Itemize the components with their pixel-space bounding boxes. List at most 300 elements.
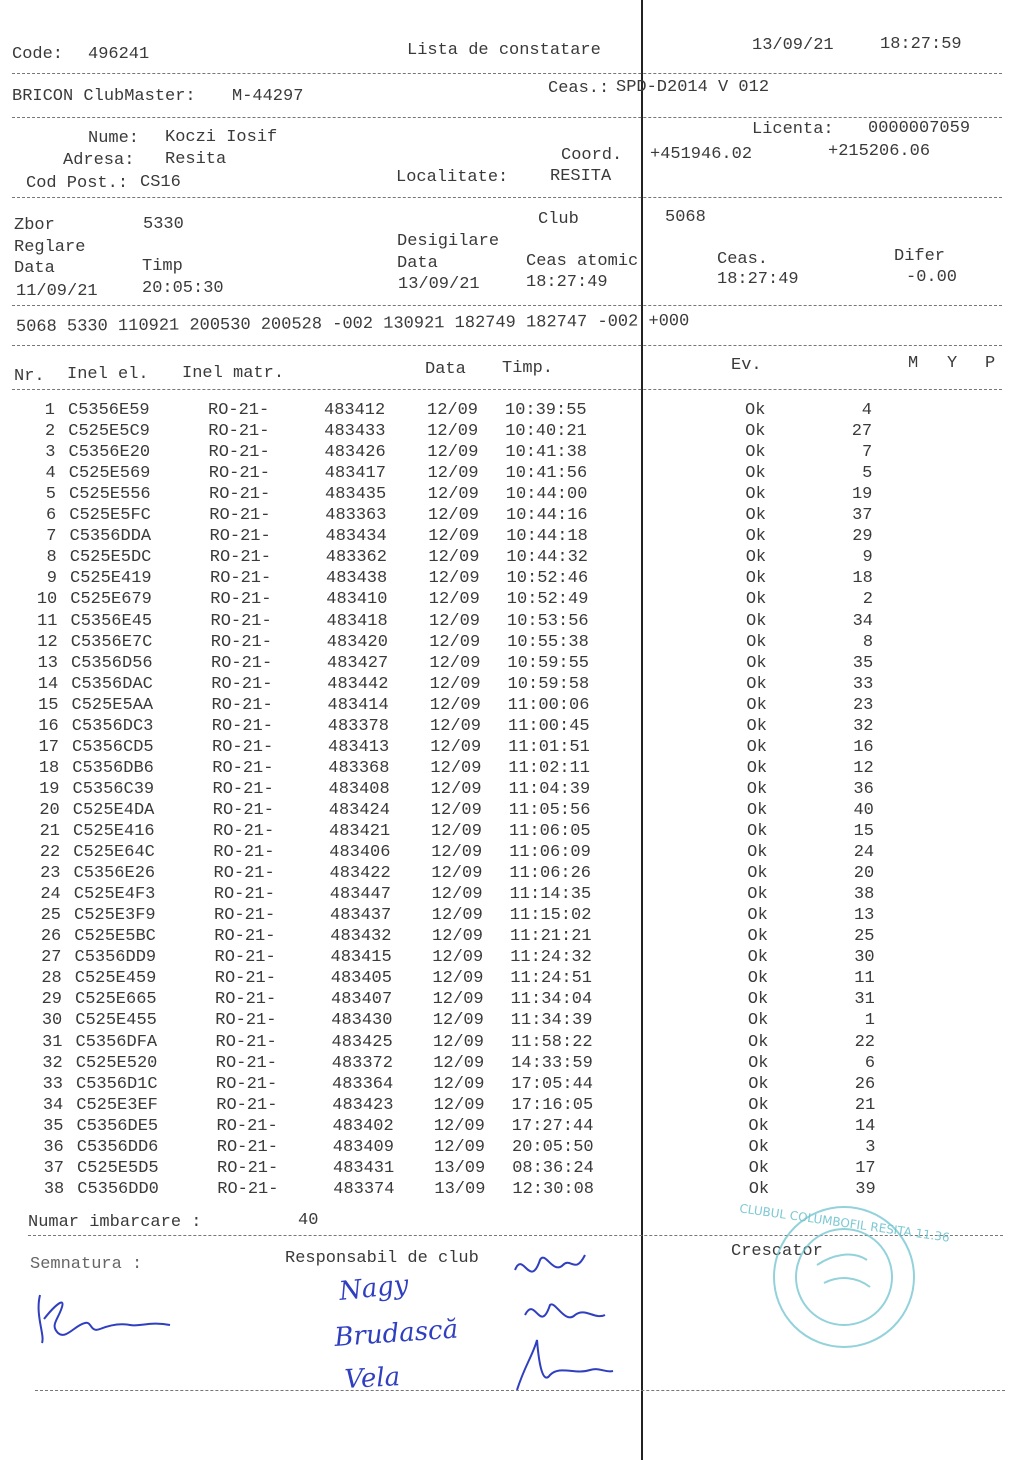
- divider: [35, 1390, 1005, 1391]
- ring-number: 483431: [333, 1158, 395, 1178]
- row-number: 24: [40, 885, 61, 905]
- row-number: 20: [39, 800, 60, 820]
- mark-value: 14: [854, 1116, 876, 1136]
- event-status: Ok: [745, 590, 767, 610]
- difer-label: Difer: [894, 247, 946, 266]
- ring-prefix: RO-21-: [214, 948, 276, 968]
- row-number: 5: [45, 485, 56, 505]
- club-value: 5068: [665, 208, 706, 227]
- event-status: Ok: [746, 653, 767, 673]
- event-status: Ok: [745, 527, 766, 547]
- event-status: Ok: [746, 758, 768, 778]
- mark-value: 37: [852, 506, 873, 526]
- atomic-time: 18:27:49: [526, 273, 608, 292]
- club-responsible-label: Responsabil de club: [285, 1249, 479, 1268]
- reg-time: 20:05:30: [142, 279, 224, 298]
- row-number: 28: [41, 969, 62, 989]
- table-row: [0, 759, 1000, 780]
- table-row: [0, 422, 1000, 443]
- mark-value: 1: [864, 1011, 875, 1031]
- ring-number: 483402: [332, 1116, 394, 1136]
- ring-number: 483408: [328, 779, 390, 799]
- data-label: Data: [14, 259, 55, 278]
- table-row: [0, 612, 1000, 633]
- table-row: [0, 527, 1000, 548]
- mark-value: 24: [853, 843, 875, 863]
- divider: [12, 305, 1002, 306]
- electronic-ring: C525E416: [73, 822, 155, 841]
- ring-prefix: RO-21-: [214, 969, 276, 989]
- electronic-ring: C525E3F9: [74, 906, 156, 926]
- mark-value: 33: [852, 674, 874, 694]
- row-number: 31: [42, 1032, 63, 1052]
- row-number: 3: [45, 443, 56, 463]
- name-label: Nume:: [88, 129, 140, 148]
- mark-value: 25: [854, 927, 875, 947]
- ring-number: 483374: [333, 1179, 395, 1199]
- col-header-y: Y: [947, 354, 958, 373]
- ring-number: 483432: [330, 927, 392, 947]
- ring-number: 483426: [324, 443, 386, 463]
- table-row: [0, 1138, 1000, 1159]
- arrival-date: 12/09: [429, 632, 481, 652]
- event-status: Ok: [747, 885, 768, 905]
- arrival-date: 12/09: [430, 716, 482, 736]
- locality-label: Localitate:: [396, 168, 509, 187]
- arrival-time: 10:59:58: [507, 674, 590, 694]
- boarding-label: Numar imbarcare :: [28, 1213, 202, 1232]
- electronic-ring: C525E419: [70, 569, 152, 589]
- mark-value: 32: [853, 716, 874, 736]
- electronic-ring: C525E5C9: [68, 422, 150, 442]
- table-row: [0, 1180, 1000, 1201]
- table-row: [0, 590, 1000, 611]
- electronic-ring: C525E4F3: [73, 885, 156, 905]
- ring-number: 483378: [327, 716, 389, 736]
- ring-prefix: RO-21-: [208, 464, 270, 484]
- row-number: 17: [38, 737, 59, 757]
- row-number: 18: [38, 758, 60, 778]
- ceas-label: Ceas.: [717, 250, 769, 269]
- event-status: Ok: [748, 1179, 770, 1199]
- arrival-date: 12/09: [431, 906, 483, 926]
- electronic-ring: C525E64C: [73, 843, 155, 863]
- table-row: [0, 675, 1000, 696]
- reglare-label: Reglare: [14, 238, 86, 257]
- arrival-date: 12/09: [429, 653, 481, 673]
- arrival-time: 10:40:21: [505, 422, 587, 442]
- event-status: Ok: [748, 1158, 769, 1178]
- ring-prefix: RO-21-: [208, 401, 270, 420]
- ring-number: 483442: [327, 674, 389, 694]
- row-number: 12: [37, 632, 58, 652]
- ring-prefix: RO-21-: [209, 548, 271, 568]
- arrival-date: 12/09: [431, 864, 483, 884]
- electronic-ring: C5356E20: [68, 443, 151, 463]
- electronic-ring: C525E5BC: [74, 927, 156, 947]
- row-number: 10: [36, 590, 58, 610]
- mark-value: 11: [854, 969, 875, 989]
- table-row: [0, 485, 1000, 506]
- table-row: [0, 738, 1000, 759]
- electronic-ring: C5356D56: [71, 653, 153, 673]
- ring-number: 483363: [325, 506, 387, 526]
- mark-value: 20: [853, 864, 875, 884]
- ring-prefix: RO-21-: [213, 822, 275, 841]
- row-number: 2: [45, 422, 56, 442]
- event-status: Ok: [747, 843, 768, 863]
- arrival-time: 11:00:45: [508, 716, 590, 736]
- col-header-data: Data: [425, 360, 466, 379]
- ring-prefix: RO-21-: [211, 653, 273, 673]
- arrival-time: 11:01:51: [508, 737, 590, 757]
- arrival-time: 10:52:46: [506, 569, 589, 589]
- mark-value: 8: [862, 632, 874, 652]
- row-number: 22: [39, 843, 61, 863]
- ring-number: 483437: [330, 906, 392, 926]
- ring-prefix: RO-21-: [213, 885, 275, 905]
- event-status: Ok: [746, 737, 767, 757]
- mark-value: 38: [853, 885, 875, 905]
- table-row: [0, 780, 1000, 801]
- ring-prefix: RO-21-: [212, 737, 274, 757]
- ring-prefix: RO-21-: [212, 800, 274, 820]
- arrival-date: 12/09: [433, 1095, 485, 1115]
- handwritten-name-3: Vela: [343, 1362, 401, 1395]
- ring-prefix: RO-21-: [210, 569, 272, 589]
- arrival-time: 10:44:00: [505, 485, 588, 505]
- electronic-ring: C5356DD9: [74, 948, 157, 968]
- arrival-date: 12/09: [429, 674, 481, 694]
- arrival-time: 20:05:50: [512, 1137, 594, 1157]
- arrival-date: 12/09: [427, 464, 479, 484]
- row-number: 4: [45, 464, 56, 484]
- address-label: Adresa:: [63, 151, 135, 170]
- arrival-date: 12/09: [433, 1116, 485, 1136]
- ring-prefix: RO-21-: [214, 906, 276, 926]
- divider: [12, 345, 1002, 346]
- arrival-time: 10:41:56: [505, 464, 588, 484]
- arrival-date: 12/09: [430, 800, 482, 820]
- row-number: 14: [37, 674, 59, 694]
- mark-value: 27: [851, 422, 873, 442]
- mark-value: 12: [853, 758, 874, 778]
- difer-value: -0.00: [906, 268, 958, 287]
- mark-value: 23: [852, 695, 874, 715]
- row-number: 37: [43, 1158, 64, 1178]
- row-number: 16: [38, 716, 59, 736]
- system-label: BRICON ClubMaster:: [12, 87, 196, 106]
- arrival-date: 12/09: [432, 1011, 484, 1031]
- ring-prefix: RO-21-: [213, 843, 275, 863]
- desig-data-label: Data: [397, 254, 438, 273]
- arrival-date: 12/09: [431, 843, 483, 863]
- ring-prefix: RO-21-: [210, 632, 272, 652]
- event-status: Ok: [747, 1011, 769, 1031]
- row-number: 9: [46, 569, 57, 589]
- arrival-date: 12/09: [430, 758, 482, 778]
- divider: [12, 117, 1002, 118]
- electronic-ring: C5356E45: [70, 611, 153, 631]
- electronic-ring: C5356DFA: [75, 1032, 158, 1052]
- ring-prefix: RO-21-: [217, 1179, 279, 1199]
- arrival-time: 11:06:09: [509, 843, 591, 863]
- mark-value: 5: [862, 464, 873, 484]
- table-row: [0, 1033, 1000, 1054]
- event-status: Ok: [748, 1074, 769, 1094]
- license-value: 0000007059: [868, 119, 971, 138]
- mark-value: 6: [864, 1053, 876, 1073]
- ring-prefix: RO-21-: [215, 1032, 277, 1052]
- ring-number: 483405: [330, 969, 392, 989]
- ring-number: 483417: [324, 464, 386, 484]
- report-date: 13/09/21: [752, 36, 834, 55]
- arrival-time: 11:34:04: [510, 990, 593, 1010]
- atomic-label: Ceas atomic: [526, 252, 639, 271]
- electronic-ring: C525E556: [69, 485, 151, 505]
- electronic-ring: C525E5AA: [71, 695, 154, 715]
- ring-prefix: RO-21-: [217, 1158, 279, 1178]
- row-number: 27: [41, 948, 62, 968]
- table-row: [0, 1117, 1000, 1138]
- arrival-time: 10:41:38: [505, 443, 588, 463]
- event-status: Ok: [748, 1032, 769, 1052]
- event-status: Ok: [746, 632, 767, 652]
- arrival-date: 12/09: [427, 485, 479, 505]
- arrival-date: 12/09: [432, 990, 484, 1010]
- arrival-time: 10:52:49: [506, 590, 589, 610]
- ring-prefix: RO-21-: [209, 485, 271, 505]
- table-row: [0, 864, 1000, 885]
- name-value: Koczi Iosif: [165, 128, 278, 147]
- handwritten-name-2: Brudască: [333, 1314, 460, 1353]
- clock-value: SPD-D2014 V 012: [616, 78, 770, 97]
- row-number: 29: [41, 990, 62, 1010]
- clock-label: Ceas.:: [548, 79, 610, 98]
- code-label: Code:: [12, 45, 64, 64]
- arrival-date: 12/09: [431, 885, 483, 905]
- arrival-time: 11:34:39: [510, 1011, 593, 1031]
- arrival-time: 14:33:59: [511, 1053, 593, 1073]
- electronic-ring: C5356D1C: [76, 1074, 158, 1094]
- ring-number: 483406: [329, 843, 391, 863]
- ring-number: 483409: [332, 1137, 394, 1157]
- electronic-ring: C5356DDA: [69, 527, 152, 547]
- mark-value: 39: [855, 1179, 876, 1199]
- row-number: 11: [37, 611, 58, 631]
- coord-label: Coord.: [561, 146, 623, 165]
- arrival-time: 10:53:56: [507, 611, 589, 631]
- arrival-date: 12/09: [428, 590, 480, 610]
- electronic-ring: C5356DE5: [76, 1116, 159, 1136]
- mark-value: 22: [854, 1032, 875, 1052]
- arrival-time: 10:44:32: [506, 548, 589, 568]
- table-row: [0, 843, 1000, 864]
- ring-number: 483418: [326, 611, 388, 631]
- ring-number: 483410: [326, 590, 388, 610]
- event-status: Ok: [748, 1137, 769, 1157]
- row-number: 35: [43, 1116, 64, 1136]
- electronic-ring: C5356DAC: [71, 674, 153, 694]
- arrival-date: 12/09: [427, 443, 479, 463]
- owner-signature: [30, 1285, 180, 1355]
- event-status: Ok: [747, 822, 768, 841]
- event-status: Ok: [746, 695, 767, 715]
- arrival-time: 11:00:06: [507, 695, 590, 715]
- table-row: [0, 948, 1000, 969]
- col-header-p: P: [985, 354, 996, 373]
- mark-value: 3: [865, 1137, 876, 1157]
- mark-value: 30: [854, 948, 875, 968]
- table-row: [0, 969, 1000, 990]
- arrival-time: 11:04:39: [508, 779, 591, 799]
- ring-prefix: RO-21-: [208, 422, 270, 442]
- ring-number: 483364: [332, 1074, 394, 1094]
- arrival-time: 08:36:24: [512, 1158, 594, 1178]
- electronic-ring: C525E5D5: [77, 1158, 159, 1178]
- mark-value: 7: [861, 443, 873, 463]
- ring-number: 483433: [324, 422, 386, 442]
- mark-value: 19: [851, 485, 873, 505]
- event-status: Ok: [747, 906, 768, 926]
- electronic-ring: C525E520: [75, 1053, 158, 1073]
- event-status: Ok: [748, 1095, 769, 1115]
- mark-value: 17: [855, 1158, 876, 1178]
- locality-value: RESITA: [550, 167, 612, 186]
- ring-number: 483407: [331, 990, 393, 1010]
- ring-prefix: RO-21-: [216, 1116, 278, 1136]
- arrival-date: 12/09: [427, 422, 479, 442]
- event-status: Ok: [747, 948, 768, 968]
- ring-number: 483427: [327, 653, 389, 673]
- ring-prefix: RO-21-: [211, 716, 273, 736]
- arrival-time: 11:05:56: [508, 800, 591, 820]
- ring-prefix: RO-21-: [211, 695, 273, 715]
- table-row: [0, 1159, 1000, 1180]
- divider: [12, 197, 1002, 198]
- event-status: Ok: [745, 401, 766, 420]
- electronic-ring: C5356DC3: [71, 716, 154, 736]
- mark-value: 2: [862, 590, 873, 610]
- electronic-ring: C525E455: [75, 1011, 157, 1031]
- arrival-date: 12/09: [428, 548, 480, 568]
- col-header-inel-matr: Inel matr.: [182, 364, 285, 383]
- electronic-ring: C525E679: [70, 590, 152, 610]
- arrival-date: 12/09: [432, 927, 484, 947]
- arrival-date: 13/09: [434, 1179, 486, 1199]
- arrival-time: 17:27:44: [511, 1116, 594, 1136]
- row-number: 6: [46, 506, 57, 526]
- col-header-inel-el: Inel el.: [67, 365, 149, 384]
- event-status: Ok: [746, 800, 768, 820]
- ring-number: 483435: [325, 485, 387, 505]
- arrival-date: 12/09: [430, 779, 482, 799]
- row-number: 30: [41, 1011, 63, 1031]
- table-row: [0, 822, 1000, 843]
- event-status: Ok: [746, 779, 768, 799]
- table-row: [0, 906, 1000, 927]
- arrival-time: 10:39:55: [505, 401, 587, 420]
- mark-value: 9: [862, 548, 873, 568]
- ring-number: 483424: [328, 800, 390, 820]
- coord-lon: +215206.06: [828, 142, 931, 161]
- mark-value: 34: [852, 611, 873, 631]
- electronic-ring: C5356E59: [68, 401, 150, 420]
- ring-prefix: RO-21-: [210, 611, 272, 631]
- row-number: 36: [43, 1137, 64, 1157]
- arrival-time: 11:24:51: [510, 969, 593, 989]
- code-value: 496241: [88, 45, 150, 64]
- arrival-time: 11:24:32: [510, 948, 592, 968]
- row-number: 38: [43, 1179, 65, 1199]
- event-status: Ok: [748, 1116, 769, 1136]
- ring-prefix: RO-21-: [209, 506, 271, 526]
- electronic-ring: C525E459: [74, 969, 157, 989]
- ring-number: 483434: [325, 527, 387, 547]
- mark-value: 15: [853, 822, 874, 841]
- ring-prefix: RO-21-: [216, 1074, 278, 1094]
- row-number: 8: [46, 548, 57, 568]
- ring-prefix: RO-21-: [208, 443, 270, 463]
- arrival-date: 12/09: [433, 1053, 485, 1073]
- signature-label: Semnatura :: [30, 1255, 143, 1274]
- row-number: 21: [39, 822, 60, 841]
- ring-prefix: RO-21-: [215, 1053, 277, 1073]
- row-number: 33: [42, 1074, 63, 1094]
- ring-prefix: RO-21-: [212, 779, 274, 799]
- mark-value: 18: [852, 569, 873, 589]
- electronic-ring: C5356C39: [72, 779, 155, 799]
- ring-prefix: RO-21-: [212, 758, 274, 778]
- postal-value: CS16: [140, 173, 181, 192]
- arrival-date: 12/09: [429, 695, 481, 715]
- ring-number: 483362: [325, 548, 387, 568]
- handwritten-name-1: Nagy: [337, 1269, 410, 1307]
- event-status: Ok: [746, 674, 767, 694]
- arrival-time: 11:06:05: [509, 822, 591, 841]
- ring-number: 483423: [332, 1095, 394, 1115]
- table-row: [0, 696, 1000, 717]
- mark-value: 13: [853, 906, 875, 926]
- club-signatures: [505, 1245, 615, 1395]
- table-row: [0, 717, 1000, 738]
- arrival-time: 11:58:22: [511, 1032, 593, 1052]
- ring-number: 483412: [324, 401, 386, 420]
- row-number: 19: [39, 779, 60, 799]
- ring-number: 483438: [326, 569, 388, 589]
- arrival-date: 12/09: [428, 527, 480, 547]
- license-label: Licenta:: [752, 120, 834, 139]
- table-row: [0, 548, 1000, 569]
- table-row: [0, 464, 1000, 485]
- desigilare-label: Desigilare: [397, 232, 500, 251]
- ring-number: 483420: [326, 632, 388, 652]
- event-status: Ok: [745, 569, 767, 589]
- electronic-ring: C5356DD6: [76, 1137, 159, 1157]
- arrival-date: 12/09: [427, 401, 479, 420]
- ring-prefix: RO-21-: [213, 864, 275, 884]
- row-number: 25: [40, 906, 61, 926]
- table-row: [0, 506, 1000, 527]
- col-header-nr: Nr.: [14, 367, 45, 386]
- electronic-ring: C5356E26: [73, 864, 156, 884]
- ring-number: 483447: [329, 885, 391, 905]
- address-value: Resita: [165, 150, 227, 169]
- ring-prefix: RO-21-: [216, 1095, 278, 1115]
- arrival-time: 10:55:38: [507, 632, 589, 652]
- electronic-ring: C5356DB6: [72, 758, 154, 778]
- mark-value: 26: [854, 1074, 876, 1094]
